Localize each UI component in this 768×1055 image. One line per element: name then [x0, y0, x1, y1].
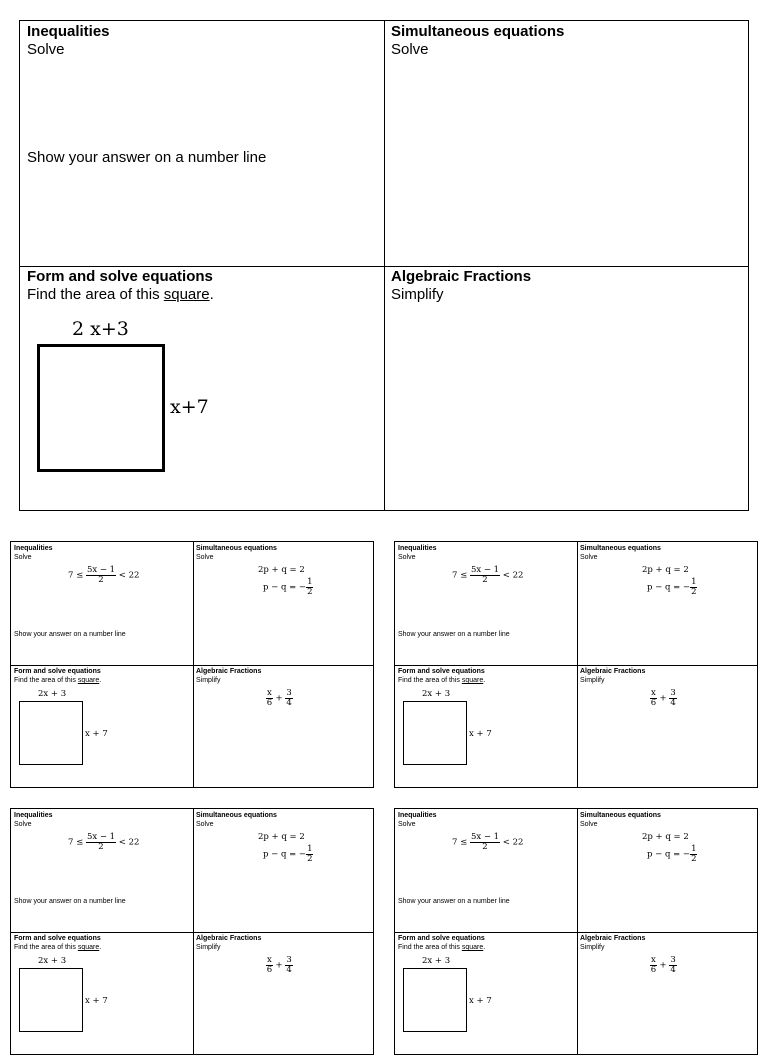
square-shape [403, 968, 467, 1032]
row-divider [11, 665, 373, 666]
equation-2: p − q = − $\frac{1}{2}$ [647, 844, 697, 864]
fraction-sum: $\frac{x}{6}$ + $\frac{3}{4}$ [650, 688, 676, 708]
square-side-label: x + 7 [469, 729, 492, 739]
form-solve-instruction: Find the area of this square. [14, 677, 102, 684]
mini-revision-card [394, 541, 758, 788]
fraction-sum: $\frac{x}{6}$ + $\frac{3}{4}$ [650, 955, 676, 975]
inequality-expression: 7 ≤ $\frac{5x - 1}{2}$ < 22 [68, 832, 140, 852]
form-solve-title: Form and solve equations [398, 935, 485, 942]
equation-2: p − q = − $\frac{1}{2}$ [263, 577, 313, 597]
main-revision-card [19, 20, 749, 511]
form-solve-cell [14, 934, 190, 1054]
inequalities-cell [14, 811, 190, 931]
algebraic-instruction: Simplify [196, 944, 221, 951]
simultaneous-title: Simultaneous equations [580, 545, 661, 552]
inequality-expression: 7 ≤ $\frac{5x - 1}{2}$ < 22 [68, 565, 140, 585]
inequalities-title: Inequalities [14, 545, 53, 552]
algebraic-title: Algebraic Fractions [196, 668, 262, 675]
inequality-expression: 7 ≤ $\frac{5x - 1}{2}$ < 22 [452, 832, 524, 852]
simultaneous-instruction: Solve [580, 821, 598, 828]
simultaneous-cell [580, 544, 756, 664]
square-side-label: x+7 [170, 396, 209, 418]
algebraic-cell [391, 268, 741, 508]
number-line-note: Show your answer on a number line [398, 898, 510, 905]
fraction-sum: $\frac{x}{6}$ + $\frac{3}{4}$ [266, 688, 292, 708]
inequalities-cell [398, 544, 574, 664]
inequalities-instruction: Solve [398, 554, 416, 561]
square-shape [403, 701, 467, 765]
equation-1: 2p + q = 2 [258, 832, 305, 842]
form-solve-title: Form and solve equations [14, 668, 101, 675]
equation-1: 2p + q = 2 [258, 565, 305, 575]
simultaneous-cell [391, 23, 741, 263]
square-shape [37, 344, 165, 472]
inequalities-cell [14, 544, 190, 664]
square-top-label: 2x + 3 [38, 689, 67, 699]
mini-revision-card [10, 541, 374, 788]
algebraic-cell [580, 934, 756, 1054]
inequalities-title: Inequalities [27, 23, 110, 40]
inequalities-instruction: Solve [398, 821, 416, 828]
equation-1: 2p + q = 2 [642, 832, 689, 842]
row-divider [20, 266, 748, 267]
number-line-note: Show your answer on a number line [398, 631, 510, 638]
form-solve-instruction: Find the area of this square. [398, 677, 486, 684]
simultaneous-instruction: Solve [391, 41, 429, 58]
inequalities-cell [398, 811, 574, 931]
equation-2: p − q = − $\frac{1}{2}$ [647, 577, 697, 597]
simultaneous-title: Simultaneous equations [196, 545, 277, 552]
form-solve-cell [27, 268, 377, 508]
simultaneous-title: Simultaneous equations [391, 23, 565, 40]
row-divider [395, 665, 757, 666]
simultaneous-title: Simultaneous equations [196, 812, 277, 819]
form-solve-title: Form and solve equations [398, 668, 485, 675]
square-side-label: x + 7 [469, 996, 492, 1006]
number-line-note: Show your answer on a number line [14, 631, 126, 638]
equation-1: 2p + q = 2 [642, 565, 689, 575]
form-solve-title: Form and solve equations [14, 935, 101, 942]
form-solve-instruction: Find the area of this square. [14, 944, 102, 951]
algebraic-title: Algebraic Fractions [580, 935, 646, 942]
square-shape [19, 968, 83, 1032]
row-divider [395, 932, 757, 933]
inequalities-cell [27, 23, 377, 263]
number-line-note: Show your answer on a number line [27, 149, 267, 166]
square-side-label: x + 7 [85, 729, 108, 739]
number-line-note: Show your answer on a number line [14, 898, 126, 905]
algebraic-title: Algebraic Fractions [580, 668, 646, 675]
square-top-label: 2x + 3 [38, 956, 67, 966]
form-solve-cell [14, 667, 190, 787]
form-solve-title: Form and solve equations [27, 268, 213, 285]
algebraic-instruction: Simplify [196, 677, 221, 684]
form-solve-cell [398, 667, 574, 787]
inequalities-instruction: Solve [14, 554, 32, 561]
inequalities-instruction: Solve [27, 41, 65, 58]
form-solve-instruction: Find the area of this square. [27, 286, 214, 303]
simultaneous-cell [196, 544, 372, 664]
fraction-sum: $\frac{x}{6}$ + $\frac{3}{4}$ [266, 955, 292, 975]
simultaneous-cell [580, 811, 756, 931]
inequalities-title: Inequalities [14, 812, 53, 819]
form-solve-cell [398, 934, 574, 1054]
simultaneous-instruction: Solve [196, 554, 214, 561]
algebraic-cell [580, 667, 756, 787]
equation-2: p − q = − $\frac{1}{2}$ [263, 844, 313, 864]
square-side-label: x + 7 [85, 996, 108, 1006]
algebraic-instruction: Simplify [580, 944, 605, 951]
simultaneous-title: Simultaneous equations [580, 812, 661, 819]
square-top-label: 2x + 3 [422, 956, 451, 966]
inequalities-instruction: Solve [14, 821, 32, 828]
square-top-label: 2x + 3 [422, 689, 451, 699]
algebraic-title: Algebraic Fractions [391, 268, 532, 285]
mini-revision-card [394, 808, 758, 1055]
algebraic-instruction: Simplify [580, 677, 605, 684]
inequalities-title: Inequalities [398, 545, 437, 552]
row-divider [11, 932, 373, 933]
inequality-expression: 7 ≤ $\frac{5x - 1}{2}$ < 22 [452, 565, 524, 585]
algebraic-cell [196, 934, 372, 1054]
square-top-label: 2 x+3 [72, 318, 129, 340]
algebraic-title: Algebraic Fractions [196, 935, 262, 942]
square-shape [19, 701, 83, 765]
simultaneous-cell [196, 811, 372, 931]
algebraic-instruction: Simplify [391, 286, 444, 303]
simultaneous-instruction: Solve [580, 554, 598, 561]
mini-revision-card [10, 808, 374, 1055]
form-solve-instruction: Find the area of this square. [398, 944, 486, 951]
simultaneous-instruction: Solve [196, 821, 214, 828]
inequalities-title: Inequalities [398, 812, 437, 819]
algebraic-cell [196, 667, 372, 787]
